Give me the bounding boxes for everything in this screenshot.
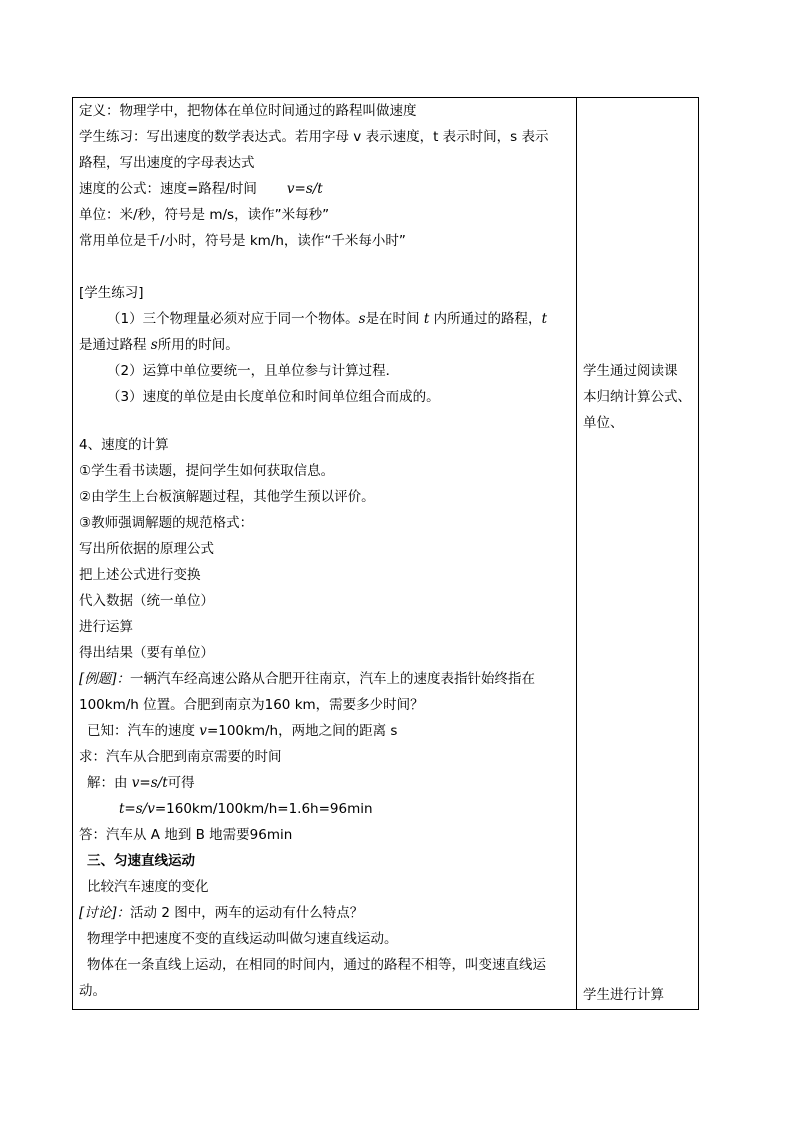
practice-item-1-text: （1）三个物理量必须对应于同一个物体。 xyxy=(107,311,359,327)
practice-item-3: （3）速度的单位是由长度单位和时间单位组合而成的。 xyxy=(107,389,440,405)
practice-item-1-cont xyxy=(79,336,239,354)
symbol-s: s xyxy=(150,337,158,353)
exercise-line-cont: 路程，写出速度的字母表达式 xyxy=(79,155,255,171)
format-step-5: 得出结果（要有单位） xyxy=(79,645,214,661)
variable-definition: 物体在一条直线上运动，在相同的时间内，通过的路程不相等，叫变速直线运 xyxy=(87,957,546,973)
practice-item-2: （2）运算中单位要统一，且单位参与计算过程． xyxy=(107,363,400,379)
example-line-cont: 100km/h 位置。合肥到南京为160 km，需要多少时间？ xyxy=(79,697,424,713)
practice-item-1-post: 内所通过的路程， xyxy=(433,311,542,327)
teaching-content-cell xyxy=(73,98,577,1009)
student-note-cont: 单位、 xyxy=(583,415,624,431)
format-step-4: 进行运算 xyxy=(79,619,133,635)
calc-math: t=s/v xyxy=(119,801,155,817)
unit-line: 单位：米/秒，符号是 m/s，读作”米每秒” xyxy=(79,207,330,223)
variable-definition-cont: 动。 xyxy=(79,983,106,999)
known-line xyxy=(87,722,397,740)
practice-item-1 xyxy=(107,310,547,328)
practice-item-1-cont-post: 所用的时间。 xyxy=(157,337,239,353)
answer-line: 答：汽车从 A 地到 B 地需要96min xyxy=(79,827,293,843)
solve-line xyxy=(87,774,195,792)
symbol-t: t xyxy=(541,311,547,327)
known-post: =100km/h，两地之间的距离 s xyxy=(206,723,398,739)
solve-post: 可得 xyxy=(167,775,195,791)
symbol-s: s xyxy=(358,311,366,327)
practice-header: [学生练习] xyxy=(79,285,144,301)
practice-item-1-mid: 是在时间 xyxy=(365,311,420,327)
uniform-definition: 物理学中把速度不变的直线运动叫做匀速直线运动。 xyxy=(87,931,398,947)
solve-math: v=s/t xyxy=(131,775,168,791)
lesson-table xyxy=(72,97,699,1010)
discuss-tag: [讨论]： xyxy=(79,905,131,921)
calc-line xyxy=(119,800,373,818)
student-activity-cell xyxy=(577,98,698,1009)
example-tag: [例题]： xyxy=(79,671,131,687)
format-step-2: 把上述公式进行变换 xyxy=(79,567,201,583)
section-heading: 三、匀速直线运动 xyxy=(87,853,195,869)
practice-item-1-cont-text: 是通过路程 xyxy=(79,337,147,353)
step-3: ③教师强调解题的规范格式： xyxy=(79,515,254,531)
calc-result: =160km/100km/h=1.6h=96min xyxy=(154,801,373,817)
format-step-3: 代入数据（统一单位） xyxy=(79,593,214,609)
common-unit-line: 常用单位是千/小时，符号是 km/h，读作“千米每小时” xyxy=(79,233,406,249)
ask-line: 求：汽车从合肥到南京需要的时间 xyxy=(79,749,282,765)
example-text: 一辆汽车经高速公路从合肥开往南京，汽车上的速度表指针始终指在 xyxy=(130,671,536,687)
student-note-cont: 本归纳计算公式、 xyxy=(583,389,691,405)
formula-line xyxy=(79,180,323,198)
step-2: ②由学生上台板演解题过程，其他学生预以评价。 xyxy=(79,489,375,505)
formula-text: 速度的公式：速度=路程/时间 xyxy=(79,181,257,197)
formula-math: v=s/t xyxy=(286,181,323,197)
symbol-t: t xyxy=(423,311,430,327)
discuss-text: 活动 2 图中，两车的运动有什么特点？ xyxy=(130,905,364,921)
student-note: 学生通过阅读课 xyxy=(583,363,678,379)
discuss-line xyxy=(79,904,363,922)
exercise-line: 学生练习：写出速度的数学表达式。若用字母 v 表示速度，t 表示时间，s 表示 xyxy=(79,129,549,145)
solve-text: 解：由 xyxy=(87,775,128,791)
compare-line: 比较汽车速度的变化 xyxy=(87,879,209,895)
format-step-1: 写出所依据的原理公式 xyxy=(79,541,214,557)
student-note-calc: 学生进行计算 xyxy=(583,987,664,1003)
section-heading: 4、速度的计算 xyxy=(79,437,169,453)
definition-line: 定义：物理学中，把物体在单位时间通过的路程叫做速度 xyxy=(79,103,417,119)
known-text: 已知：汽车的速度 xyxy=(87,723,195,739)
symbol-v: v xyxy=(199,723,207,739)
example-line xyxy=(79,670,535,688)
step-1: ①学生看书读题，提问学生如何获取信息。 xyxy=(79,463,335,479)
